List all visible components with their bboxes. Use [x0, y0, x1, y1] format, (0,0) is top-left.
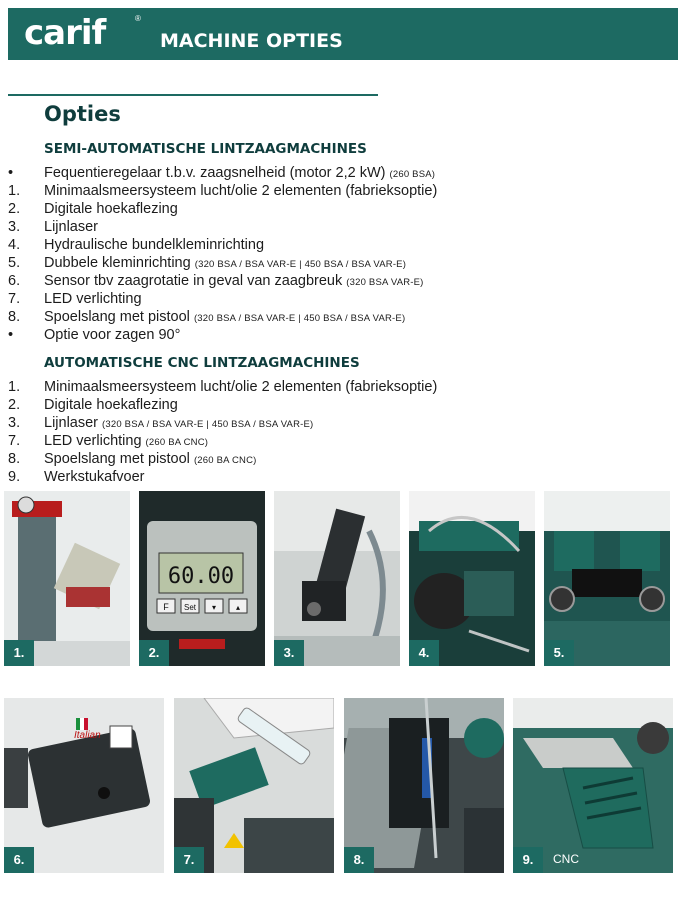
photo-label: 3. [274, 640, 304, 666]
title-divider [8, 94, 378, 96]
list-item [8, 432, 648, 450]
option-text: Lijnlaser [44, 219, 98, 235]
option-text: Lijnlaser [44, 415, 98, 431]
option-text: Digitale hoekaflezing [44, 201, 178, 217]
list-marker: 2. [8, 397, 21, 413]
photo-label: 8. [344, 847, 374, 873]
list-item [8, 468, 648, 486]
options-list-semi-automatic [8, 164, 648, 344]
list-marker: 1. [8, 379, 21, 395]
list-marker: 7. [8, 433, 21, 449]
list-item [8, 414, 648, 432]
list-item [8, 326, 648, 344]
photo-label: 6. [4, 847, 34, 873]
option-text: Optie voor zagen 90° [44, 327, 181, 343]
photo-digital-angle-readout [139, 491, 265, 666]
list-marker: 8. [8, 451, 21, 467]
option-note: (320 BSA VAR-E) [346, 277, 424, 288]
photo-label: 7. [174, 847, 204, 873]
key-down: ▾ [211, 603, 217, 612]
options-list-cnc [8, 378, 648, 486]
key-up: ▴ [235, 603, 241, 612]
photo-double-clamp [544, 491, 670, 666]
option-note: (320 BSA / BSA VAR-E | 450 BSA / BSA VAR-E) [102, 419, 314, 430]
option-text: Minimaalsmeersysteem lucht/olie 2 elementen (fabrieksoptie) [44, 379, 438, 395]
list-marker: 5. [8, 255, 21, 271]
option-text: Dubbele kleminrichting [44, 255, 191, 271]
list-marker: 3. [8, 415, 21, 431]
header-banner [8, 8, 678, 60]
list-marker: 2. [8, 201, 21, 217]
section-title-cnc: AUTOMATISCHE CNC LINTZAAGMACHINES [44, 355, 360, 371]
list-marker: 8. [8, 309, 21, 325]
carif-logo: carif [24, 13, 106, 53]
list-marker: 7. [8, 291, 21, 307]
list-item [8, 236, 648, 254]
photo-led-light [174, 698, 334, 873]
list-marker: 4. [8, 237, 21, 253]
key-set: Set [183, 603, 197, 612]
photo-coolant-hose [344, 698, 504, 873]
option-text: Digitale hoekaflezing [44, 397, 178, 413]
list-marker: • [8, 327, 14, 343]
option-text: Hydraulische bundelkleminrichting [44, 237, 265, 253]
photo-rotation-sensor [4, 698, 164, 873]
list-marker: • [8, 165, 14, 181]
list-marker: 1. [8, 183, 21, 199]
option-text: Werkstukafvoer [44, 469, 145, 485]
photo-label: 5. [544, 640, 574, 666]
option-text: Spoelslang met pistool [44, 309, 190, 325]
photo-lubrication-system [4, 491, 130, 666]
page-title: Opties [44, 102, 121, 126]
cnc-text: CNC [553, 852, 579, 866]
list-marker: 3. [8, 219, 21, 235]
option-text: Minimaalsmeersysteem lucht/olie 2 elementen (fabrieksoptie) [44, 183, 438, 199]
italian-text: Italian [74, 730, 101, 741]
option-text: LED verlichting [44, 433, 142, 449]
option-text: LED verlichting [44, 291, 142, 307]
option-text: Spoelslang met pistool [44, 451, 190, 467]
readout-value: 60.00 [167, 564, 235, 589]
photo-line-laser [274, 491, 400, 666]
option-note: (260 BSA) [389, 169, 436, 180]
photo-label: 4. [409, 640, 439, 666]
list-item [8, 182, 648, 200]
option-note: (260 BA CNC) [145, 437, 209, 448]
list-item [8, 272, 648, 290]
option-text: Fequentieregelaar t.b.v. zaagsnelheid (motor 2,2 kW) [44, 165, 386, 181]
list-item [8, 396, 648, 414]
list-item [8, 164, 648, 182]
key-f: F [163, 602, 169, 612]
list-item [8, 254, 648, 272]
list-item [8, 218, 648, 236]
list-item [8, 378, 648, 396]
registered-mark: ® [135, 14, 141, 23]
photo-label: 1. [4, 640, 34, 666]
header-title: MACHINE OPTIES [160, 30, 343, 52]
list-marker: 9. [8, 469, 21, 485]
photo-workpiece-discharge [513, 698, 673, 873]
option-note: (260 BA CNC) [193, 455, 257, 466]
photo-label: 9. [513, 847, 543, 873]
list-item [8, 290, 648, 308]
list-item [8, 450, 648, 468]
option-note: (320 BSA / BSA VAR-E | 450 BSA / BSA VAR-E) [194, 259, 407, 270]
section-title-semi-automatic: SEMI-AUTOMATISCHE LINTZAAGMACHINES [44, 141, 367, 157]
option-note: (320 BSA / BSA VAR-E | 450 BSA / BSA VAR-E) [193, 313, 406, 324]
photo-label: 2. [139, 640, 169, 666]
list-item [8, 308, 648, 326]
option-text: Sensor tbv zaagrotatie in geval van zaagbreuk [44, 273, 343, 289]
list-item [8, 200, 648, 218]
photo-hydraulic-clamp [409, 491, 535, 666]
list-marker: 6. [8, 273, 21, 289]
